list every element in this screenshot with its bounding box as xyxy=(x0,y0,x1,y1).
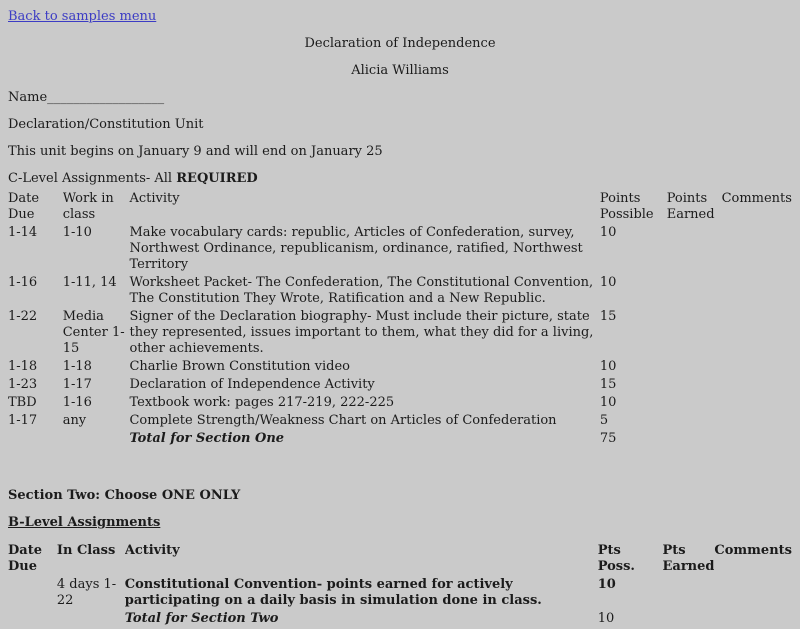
table-row xyxy=(8,377,792,393)
table-row xyxy=(8,225,792,273)
cell-work-in-class: any xyxy=(62,413,87,428)
section-one-total-row xyxy=(8,431,792,447)
cell-date-due: 1-14 xyxy=(8,225,38,240)
cell-pts-earned xyxy=(662,611,714,627)
cell-in-class: 4 days 1-22 xyxy=(56,577,117,608)
table-row xyxy=(8,309,792,357)
cell-work-in-class: 1-16 xyxy=(62,395,92,410)
table-row xyxy=(8,395,792,411)
cell-points-possible: 10 xyxy=(599,395,617,410)
header-in-class: In Class xyxy=(56,543,116,558)
section-two-heading: Section Two: Choose ONE ONLY xyxy=(8,488,241,503)
cell-work-in-class: 1-18 xyxy=(62,359,92,374)
cell-comments xyxy=(714,611,792,627)
cell-work-in-class: Media Center 1-15 xyxy=(62,309,125,356)
section-two-total-row xyxy=(8,611,792,627)
cell-date-due xyxy=(8,431,63,447)
section-one-total-points: 75 xyxy=(599,431,617,446)
back-to-samples-link[interactable]: Back to samples menu xyxy=(8,9,157,24)
cell-pts-earned xyxy=(662,577,714,609)
cell-pts-poss: 10 xyxy=(597,577,616,592)
cell-comments xyxy=(722,275,792,307)
cell-date-due: 1-16 xyxy=(8,275,38,290)
cell-activity: Textbook work: pages 217-219, 222-225 xyxy=(129,395,395,410)
cell-date-due: 1-18 xyxy=(8,359,38,374)
cell-points-earned xyxy=(667,225,722,273)
cell-activity: Constitutional Convention- points earned for actively participating on a daily basis in simulation done in class. xyxy=(124,577,542,608)
cell-activity: Declaration of Independence Activity xyxy=(129,377,375,392)
cell-points-possible: 10 xyxy=(599,225,617,240)
cell-activity: Worksheet Packet- The Confederation, The Constitutional Convention, The Constitution They Wrote, Ratification and a New Republic. xyxy=(129,275,594,306)
cell-activity: Signer of the Declaration biography- Must include their picture, state they represented, issues important to them, what they did for a living, other achievements. xyxy=(129,309,594,356)
cell-date-due: 1-23 xyxy=(8,377,38,392)
c-level-header-row xyxy=(8,191,792,223)
cell-in-class xyxy=(57,611,125,627)
cell-comments xyxy=(722,225,792,273)
cell-activity: Complete Strength/Weakness Chart on Articles of Confederation xyxy=(129,413,557,428)
cell-points-earned xyxy=(667,309,722,357)
unit-title: Declaration/Constitution Unit xyxy=(8,117,204,132)
cell-comments xyxy=(722,431,792,447)
cell-points-possible: 15 xyxy=(599,309,617,324)
header-pts-earned: Pts Earned xyxy=(662,543,715,574)
cell-work-in-class: 1-11, 14 xyxy=(62,275,117,290)
cell-points-earned xyxy=(667,275,722,307)
c-level-heading-prefix: C-Level Assignments- All xyxy=(8,171,177,186)
c-level-assignments-table xyxy=(8,189,792,449)
cell-activity: Charlie Brown Constitution video xyxy=(129,359,350,374)
cell-points-possible: 10 xyxy=(599,275,617,290)
cell-points-earned xyxy=(667,377,722,393)
name-blank-line: Name__________________ xyxy=(8,90,165,105)
header-points-earned: Points Earned xyxy=(666,191,715,222)
cell-date-due: 1-22 xyxy=(8,309,38,324)
header-comments: Comments xyxy=(721,191,792,206)
cell-work-in-class xyxy=(63,431,130,447)
cell-points-earned xyxy=(667,431,722,447)
b-level-assignments-table xyxy=(8,541,792,629)
cell-points-possible: 15 xyxy=(599,377,617,392)
table-row xyxy=(8,577,792,609)
cell-comments xyxy=(722,413,792,429)
c-level-heading xyxy=(8,170,792,187)
cell-comments xyxy=(714,577,792,609)
cell-date-due xyxy=(8,611,57,627)
header-date-due: Date Due xyxy=(8,543,42,574)
cell-work-in-class: 1-17 xyxy=(62,377,92,392)
section-two-total-label: Total for Section Two xyxy=(124,611,279,626)
cell-points-earned xyxy=(667,359,722,375)
unit-date-range: This unit begins on January 9 and will end on January 25 xyxy=(8,144,383,159)
author-name: Alicia Williams xyxy=(351,63,449,78)
c-level-heading-required: REQUIRED xyxy=(176,171,258,186)
header-work-in-class: Work in class xyxy=(62,191,114,222)
cell-points-earned xyxy=(667,395,722,411)
page-title: Declaration of Independence xyxy=(304,36,496,51)
section-two-total-points: 10 xyxy=(597,611,615,626)
cell-points-possible: 10 xyxy=(599,359,617,374)
header-date-due: Date Due xyxy=(8,191,40,222)
cell-comments xyxy=(722,377,792,393)
header-points-possible: Points Possible xyxy=(599,191,654,222)
cell-points-earned xyxy=(667,413,722,429)
header-pts-poss: Pts Poss. xyxy=(597,543,635,574)
cell-comments xyxy=(722,395,792,411)
table-row xyxy=(8,359,792,375)
cell-date-due: 1-17 xyxy=(8,413,38,428)
b-level-header-row xyxy=(8,543,792,575)
cell-comments xyxy=(722,359,792,375)
header-activity: Activity xyxy=(129,191,180,206)
header-comments: Comments xyxy=(714,543,792,558)
cell-work-in-class: 1-10 xyxy=(62,225,92,240)
table-row xyxy=(8,413,792,429)
header-activity: Activity xyxy=(124,543,180,558)
b-level-heading: B-Level Assignments xyxy=(8,515,161,530)
table-row xyxy=(8,275,792,307)
cell-points-possible: 5 xyxy=(599,413,609,428)
cell-date-due xyxy=(8,577,57,609)
cell-activity: Make vocabulary cards: republic, Articles of Confederation, survey, Northwest Ordinance, republicanism, ordinance, ratified, Northwest Territory xyxy=(129,225,583,272)
section-one-total-label: Total for Section One xyxy=(129,431,285,446)
cell-date-due: TBD xyxy=(8,395,37,410)
cell-comments xyxy=(722,309,792,357)
